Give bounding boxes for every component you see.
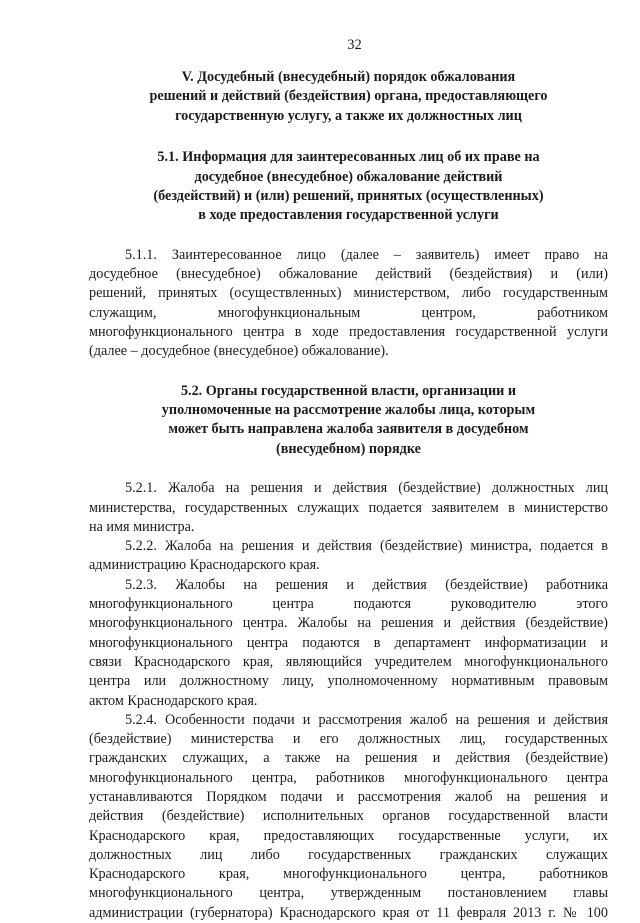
- text-line: досудебное (внесудебное) обжалование действий (бездействия) и (или): [89, 266, 608, 283]
- text-line: (далее – досудебное (внесудебное) обжалование).: [89, 343, 389, 360]
- heading-line: V. Досудебный (внесудебный) порядок обжалования: [181, 69, 516, 85]
- text-line: на имя министра.: [89, 518, 195, 535]
- text-line: многофункционального центра подаются в департамент информатизации и: [89, 634, 608, 651]
- text-line: связи Краснодарского края, являющийся учредителем многофункционального: [89, 653, 608, 670]
- text-line: актом Краснодарского края.: [89, 692, 258, 709]
- heading-line: 5.1. Информация для заинтересованных лиц об их праве на: [157, 149, 540, 166]
- text-line: устанавливаются Порядком подачи и рассмотрения жалоб на решения и: [89, 789, 608, 805]
- text-line: многофункционального центра в ходе предоставления государственной услуги: [89, 324, 608, 341]
- paragraph-5-1-1: [89, 246, 608, 362]
- paragraph-5-2-2: [89, 537, 608, 576]
- text-line: (бездействие) министерства и его должностных лиц, государственных: [89, 731, 608, 748]
- text-line: 5.2.1. Жалоба на решения и действия (бездействие) должностных лиц: [125, 480, 608, 497]
- section-5-1-heading: [89, 148, 608, 226]
- text-line: 5.2.3. Жалобы на решения и действия (бездействие) работника: [125, 576, 608, 593]
- heading-line: (бездействий) и (или) решений, принятых (осуществленных): [153, 188, 544, 205]
- heading-line: 5.2. Органы государственной власти, организации и: [180, 382, 517, 399]
- paragraph-5-2-4: [89, 711, 608, 923]
- text-line: служащим, многофункциональным центром, работником: [89, 304, 608, 321]
- text-line: действия (бездействие) исполнительных органов государственной власти: [89, 808, 608, 825]
- text-line: Краснодарского края, предоставляющих государственные услуги, их: [89, 827, 608, 844]
- text-line: администрации (губернатора) Краснодарского края от 11 февраля 2013 г. № 100: [89, 904, 608, 921]
- text-line: администрацию Краснодарского края.: [89, 557, 320, 574]
- heading-line: решений и действий (бездействия) органа, предоставляющего: [149, 88, 548, 105]
- text-line: многофункционального центра, утвержденным постановлением главы: [89, 885, 608, 902]
- heading-line: может быть направлена жалоба заявителя в досудебном: [168, 421, 529, 438]
- heading-line: в ходе предоставления государственной услуги: [198, 207, 499, 224]
- text-line: Краснодарского края, многофункционального центра, работников: [89, 866, 608, 883]
- heading-line: государственную услугу, а также их должностных лиц: [175, 107, 522, 124]
- text-line: должностных лиц либо государственных гражданских служащих: [89, 846, 608, 863]
- text-line: 5.1.1. Заинтересованное лицо (далее – заявитель) имеет право на: [125, 246, 608, 263]
- text-line: гражданских служащих, а также на решения и действия (бездействие): [89, 750, 608, 767]
- heading-line: (внесудебном) порядке: [276, 440, 421, 457]
- heading-line: досудебное (внесудебное) обжалование действий: [194, 168, 503, 185]
- text-line: 5.2.4. Особенности подачи и рассмотрения жалоб на решения и действия: [125, 711, 608, 728]
- text-line: многофункционального центра. Жалобы на решения и действия (бездействие): [89, 615, 608, 632]
- page-number: 32: [347, 37, 362, 53]
- paragraph-5-2-1: [89, 479, 608, 537]
- paragraph-5-2-3: [89, 576, 608, 711]
- text-line: центра или должностному лицу, уполномоченному нормативным правовым: [89, 673, 608, 690]
- section-v-heading: [89, 68, 608, 126]
- text-line: министерства, государственных служащих подается заявителем в министерство: [89, 499, 608, 516]
- section-5-2-heading: [89, 382, 608, 460]
- text-line: решений, принятых (осуществленных) министерством, либо государственным: [89, 285, 608, 302]
- text-line: 5.2.2. Жалоба на решения и действия (бездействие) министра, подается в: [125, 538, 608, 555]
- text-line: многофункционального центра подаются руководителю этого: [89, 596, 608, 613]
- heading-line: уполномоченные на рассмотрение жалобы лица, которым: [161, 402, 536, 419]
- text-line: многофункционального центра, работников многофункционального центра: [89, 769, 608, 786]
